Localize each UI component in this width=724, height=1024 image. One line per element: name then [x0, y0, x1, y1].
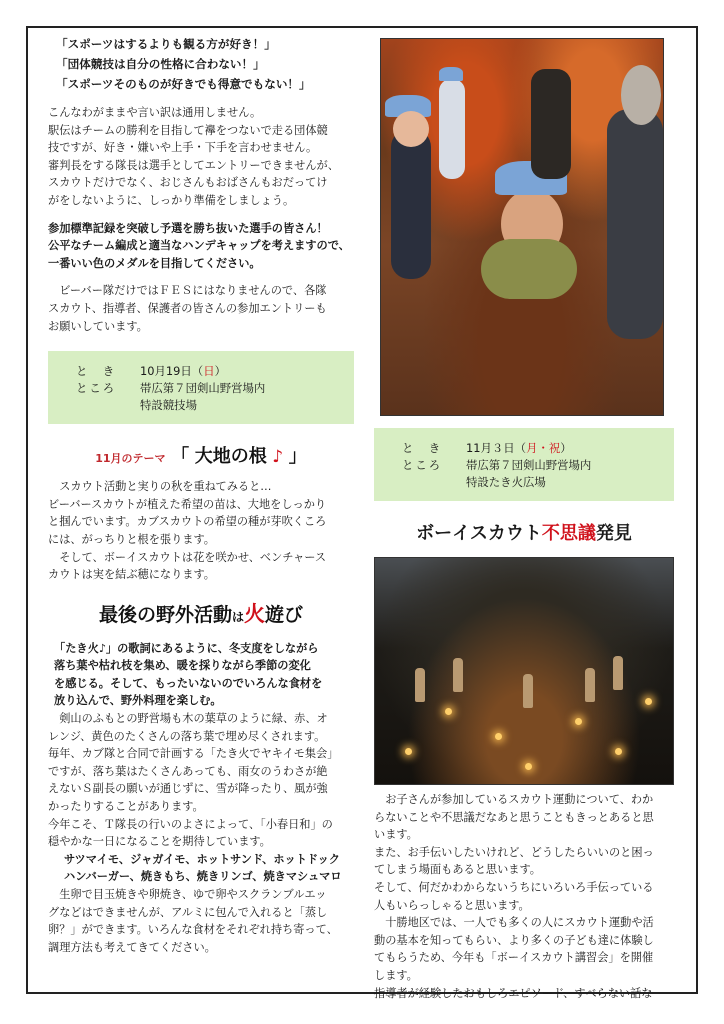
date-label: と き — [76, 364, 117, 379]
text-line: カウトは実を結ぶ穂になります。 — [48, 568, 215, 582]
text-line: また、お手伝いしたいけれど、どうしたらいいのと困っ — [374, 845, 654, 859]
text-line: グなどはできませんが、アルミに包んで入れると「蒸し — [48, 905, 328, 919]
text-line: てもらうため、今年も「ボーイスカウト講習会」を開催 — [374, 951, 654, 965]
text-line: ですが、落ち葉はたくさんあっても、雨女のうわさが絶 — [48, 764, 328, 778]
theme-small-label: 11月のテーマ — [95, 452, 166, 466]
place-row — [76, 380, 340, 414]
photo-night-campfire — [374, 557, 674, 785]
scout-figure — [585, 668, 595, 702]
scout-cap — [439, 67, 463, 81]
date-row — [76, 363, 340, 380]
text-line: ビーバー隊だけではＦＥＳにはなりませんので、各隊 — [59, 284, 327, 298]
text-line: そして、何だかわからないうちにいろいろ手伝っている — [374, 880, 654, 894]
place-value: 帯広第７団剣山野営場内 特設たき火広場 — [466, 458, 592, 489]
child-figure — [391, 129, 431, 279]
lantern-light — [645, 698, 652, 705]
photo-kids-in-leaves — [380, 38, 664, 416]
text-line: 参加標準記録を突破し予選を勝ち抜いた選手の皆さん！ — [48, 221, 328, 235]
quote-line: 「団体競技は自分の性格に合わない！」 — [56, 57, 265, 71]
child-jacket — [481, 239, 577, 299]
food-list — [64, 851, 354, 886]
text-line: 十勝地区では、一人でも多くの人にスカウト運動や活 — [385, 916, 654, 930]
child-face — [393, 111, 429, 147]
theme-heading: 11月のテーマ 「 大地の根 ♪ 」 — [95, 446, 307, 468]
text-line: 公平なチーム編成と適当なハンデキャップを考えますので、 — [48, 239, 350, 253]
date-label: と き — [402, 441, 443, 455]
lantern-light — [525, 763, 532, 770]
theme-paragraph — [48, 478, 354, 584]
mystery-paragraph — [374, 791, 674, 1002]
text-line: 今年こそ、Ｔ隊長の行いのよさによって、「小春日和」の — [48, 817, 333, 831]
text-line: 調理方法も考えてきてください。 — [48, 940, 216, 954]
place-value: 帯広第７団剣山野営場内 特設競技場 — [140, 381, 266, 413]
adult-head — [621, 65, 661, 125]
text-line: には、がっちりと根を張ります。 — [48, 532, 215, 546]
adult-figure — [607, 109, 663, 339]
event-info-box-bonfire — [374, 428, 674, 501]
entry-paragraph — [48, 282, 354, 335]
scout-figure — [415, 668, 425, 702]
music-note-icon: ♪ — [272, 447, 284, 468]
intro-paragraph — [48, 104, 354, 210]
text-line: スカウト活動と実りの秋を重ねてみると… — [59, 480, 272, 494]
lantern-light — [615, 748, 622, 755]
intro-quotes — [56, 34, 354, 94]
date-value: 11月３日（月・祝） — [466, 441, 572, 455]
place-row — [402, 457, 660, 491]
scout-figure — [613, 656, 623, 690]
date-row — [402, 440, 660, 457]
lantern-light — [445, 708, 452, 715]
text-line: がをしないように、しっかり準備をしましょう。 — [48, 193, 295, 207]
mystery-heading: ボーイスカウト不思議発見 — [416, 523, 632, 544]
outdoor-paragraph-2 — [48, 886, 354, 956]
intro-bold-paragraph — [48, 220, 354, 273]
place-label: ところ — [76, 381, 117, 396]
text-line: レンジ、黄色のたくさんの落ち葉で埋め尽くされます。 — [48, 729, 326, 743]
text-line: 生卵で目玉焼きや卵焼き、ゆで卵やスクランブルエッ — [59, 888, 327, 901]
scout-figure — [523, 674, 533, 708]
text-line: 駅伝はチームの勝利を目指して襷をつないで走る団体競 — [48, 123, 328, 137]
event-info-box-fes — [48, 351, 354, 424]
text-line: 卵？」ができます。いろんな食材をそれぞれ持ち寄って、 — [48, 923, 338, 937]
text-line: ビーバースカウトが植えた希望の苗は、大地をしっかり — [48, 497, 327, 511]
text-line: そして、ボーイスカウトは花を咲かせ、ベンチャース — [59, 550, 327, 564]
lantern-light — [495, 733, 502, 740]
adult-figure — [531, 69, 571, 179]
quote-line: 「スポーツそのものが好きでも得意でもない！」 — [56, 77, 311, 91]
left-column — [48, 34, 354, 956]
outdoor-bold-paragraph — [54, 640, 354, 710]
text-line: てしまう場面もあると思います。 — [374, 863, 541, 877]
day-of-week: 月・祝 — [526, 441, 561, 455]
lantern-light — [575, 718, 582, 725]
text-line: 技ですが、好き・嫌いや上手・下手を言わせません。 — [48, 141, 318, 155]
date-value: 10月19日（日） — [140, 364, 226, 379]
text-line: を感じる。そして、もったいないのでいろんな食材を — [54, 676, 323, 690]
lantern-light — [405, 748, 412, 755]
text-line: 動の基本を知ってもらい、より多くの子ども達に体験し — [374, 933, 654, 947]
outdoor-paragraph — [48, 710, 354, 851]
text-line: 一番いい色のメダルを目指してください。 — [48, 256, 261, 270]
place-label: ところ — [402, 458, 443, 472]
text-line: 落ち葉や枯れ枝を集め、暖を採りながら季節の変化 — [54, 659, 311, 673]
text-line: 審判長をする隊長は選手としてエントリーできませんが、 — [48, 158, 339, 172]
right-column — [374, 38, 674, 1002]
text-line: 指導者が経験したおもしろエピソード、すべらない話な — [374, 986, 653, 1000]
text-line: お子さんが参加しているスカウト運動について、わか — [385, 793, 654, 806]
text-line: かったりすることがあります。 — [48, 800, 204, 814]
text-line: 毎年、カブ隊と合同で計画する「たき火でヤキイモ集会」 — [48, 747, 339, 761]
text-line: スカウト、指導者、保護者の皆さんの参加エントリーも — [48, 301, 327, 315]
child-figure — [439, 79, 465, 179]
scout-figure — [453, 658, 463, 692]
day-of-week: 日 — [203, 364, 215, 379]
text-line: 放り込んで、野外料理を楽しむ。 — [54, 694, 222, 708]
text-line: こんなわがままや言い訳は通用しません。 — [48, 106, 262, 119]
text-line: サツマイモ、ジャガイモ、ホットサンド、ホットドック — [64, 852, 340, 866]
text-line: 穏やかな一日になることを期待しています。 — [48, 835, 271, 849]
text-line: えないＳ副長の願いが通じずに、雪が降ったり、風が強 — [48, 782, 328, 796]
text-line: 人もいらっしゃると思います。 — [374, 898, 530, 912]
text-line: します。 — [374, 968, 418, 982]
outdoor-heading: 最後の野外活動は火遊び — [98, 601, 304, 626]
text-line: お願いしています。 — [48, 319, 148, 333]
text-line: らないことや不思議だなあと思うこともきっとあると思 — [374, 810, 654, 824]
theme-title: 大地の根 — [194, 446, 267, 468]
text-line: 「たき火♪」の歌詞にあるように、冬支度をしながら — [54, 641, 319, 655]
text-line: スカウトだけでなく、おじさんもおばさんもおだってけ — [48, 176, 328, 190]
text-line: ハンバーガー、焼きもち、焼きリンゴ、焼きマシュマロ — [64, 870, 342, 884]
text-line: 剣山のふもとの野営場も木の葉草のように緑、赤、オ — [59, 712, 328, 726]
text-line: と掴んでいます。カブスカウトの希望の種が芽吹くころ — [48, 515, 327, 529]
quote-line: 「スポーツはするよりも観る方が好き！」 — [56, 37, 276, 51]
text-line: います。 — [374, 828, 418, 842]
